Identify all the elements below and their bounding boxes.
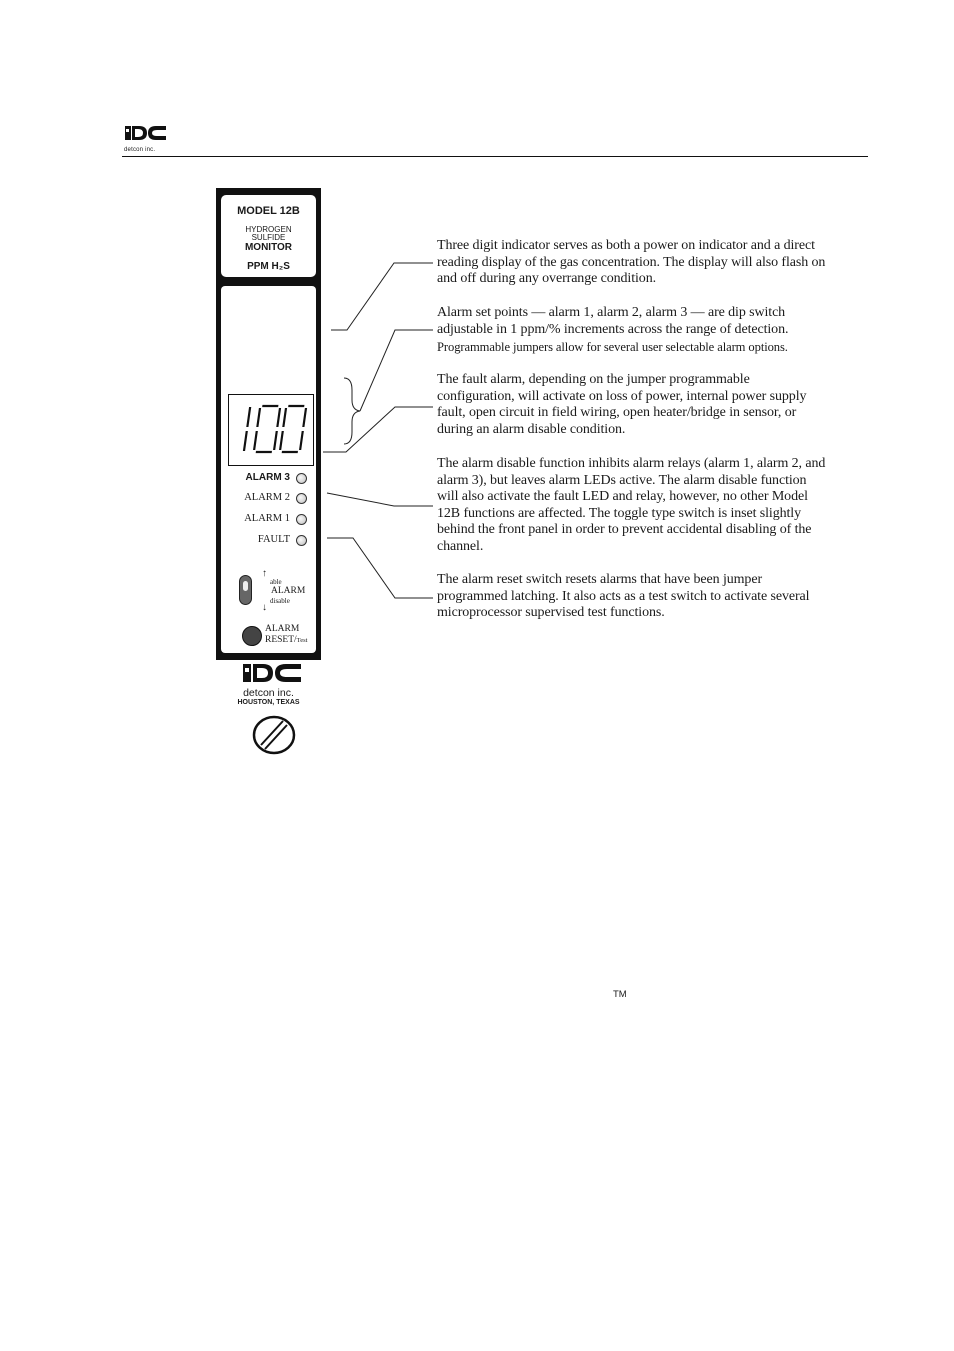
detcon-panel-logo: [241, 662, 303, 684]
display-digits: [233, 401, 311, 457]
alarm2-led-icon: [296, 493, 307, 504]
panel-label-box: [221, 195, 316, 277]
panel-main-box: [221, 286, 316, 706]
monitor-label: MONITOR: [244, 242, 293, 253]
led-label-alarm3: ALARM 3: [245, 472, 290, 483]
digit-display: [228, 394, 314, 466]
header-logo-text: detcon inc.: [124, 147, 156, 153]
callout-display-text: Three digit indicator serves as both a power on indicator and a direct reading display of the gas concentration. The display will also flash on and off during any overrange condition.: [437, 238, 826, 287]
callout-fault-text: The fault alarm, depending on the jumper programmable configuration, will activate on loss of power, internal power supply fault, open circuit in field wiring, open heater/bridge in sensor, or during an alarm disable condition.: [437, 372, 807, 437]
panel-logo-text: detcon inc.: [243, 687, 294, 699]
callout-reset-text: The alarm reset switch resets alarms that have been jumper programmed latching. It also acts as a test switch to activate several microprocessor supervised test functions.: [437, 572, 810, 621]
led-label-fault: FAULT: [257, 534, 290, 545]
toggle-enable-label: able: [270, 578, 282, 586]
header-rule: [122, 156, 868, 157]
alarm-disable-toggle[interactable]: [239, 575, 252, 605]
mounting-screw-icon: [252, 715, 296, 755]
alarm1-led-icon: [296, 514, 307, 525]
toggle-knob: [243, 581, 248, 591]
alarm-reset-button[interactable]: [242, 626, 262, 646]
callout-disable-text: The alarm disable function inhibits alarm relays (alarm 1, alarm 2, and alarm 3), but leaves alarm LEDs active. The alarm disable function will also activate the fault LED and relay, however, no other Model 12B functions are affected. The toggle type switch is inset slightly behind the front panel in order to prevent accidental disabling of the channel.: [437, 456, 826, 554]
reset-label-line2: [265, 635, 307, 645]
panel-logo-city: HOUSTON, TEXAS: [237, 699, 300, 706]
toggle-alarm-label: ALARM: [271, 586, 306, 596]
callout-jumpers-text: Programmable jumpers allow for several user selectable alarm options.: [437, 340, 788, 354]
alarm3-led-icon: [296, 473, 307, 484]
fault-led-icon: [296, 535, 307, 546]
led-label-alarm2: ALARM 2: [244, 492, 290, 503]
model-title: MODEL 12B: [237, 205, 300, 217]
reset-label-line1: ALARM: [265, 624, 300, 634]
disable-arrow-icon: ↓: [262, 602, 267, 613]
led-label-alarm1: ALARM 1: [244, 513, 290, 524]
enable-arrow-icon: ↑: [262, 568, 267, 579]
toggle-disable-label: disable: [270, 597, 290, 605]
units-label: PPM H₂S: [247, 261, 290, 272]
gas-name-line1: HYDROGEN: [245, 225, 292, 234]
gas-name-line2: SULFIDE: [251, 233, 286, 242]
reset-label-text: RESET/: [265, 635, 297, 645]
test-label-text: Test: [296, 637, 308, 644]
model-12b-front-panel: [216, 188, 321, 706]
callout-setpoints-text: Alarm set points — alarm 1, alarm 2, alarm 3 — are dip switch adjustable in 1 ppm/% increments across the range of detection.: [437, 305, 789, 337]
trademark-mark: TM: [613, 989, 627, 1000]
